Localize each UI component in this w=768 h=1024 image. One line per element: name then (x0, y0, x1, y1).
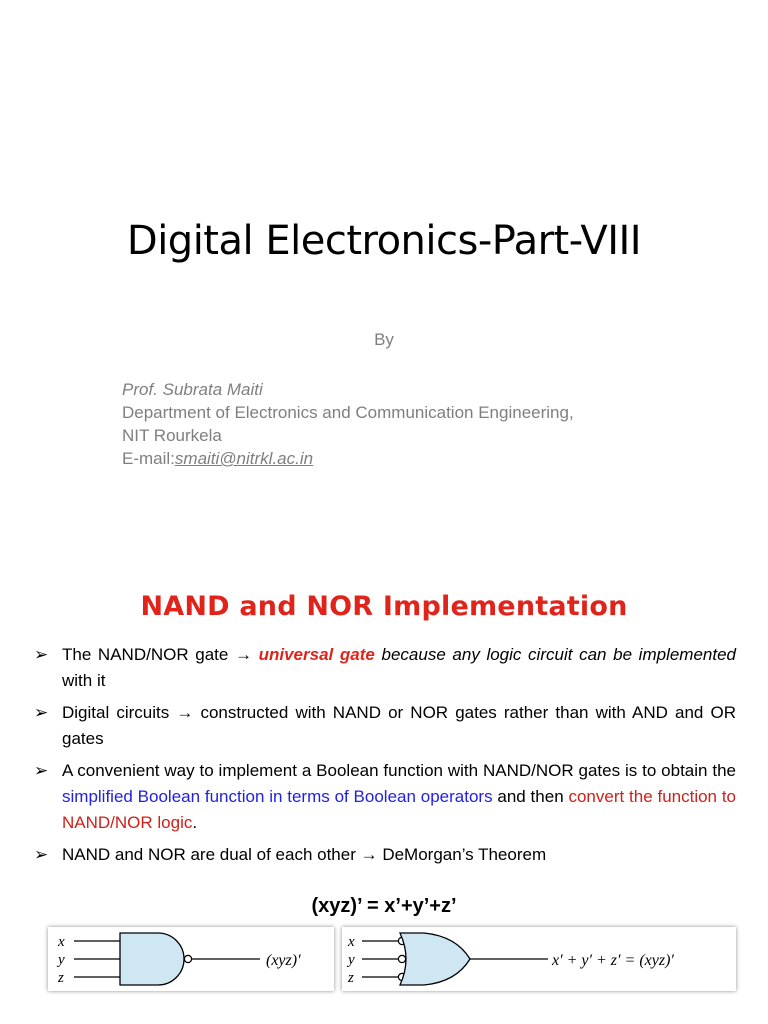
author-name: Prof. Subrata Maiti (122, 380, 263, 399)
bullet-text: with it (62, 671, 106, 690)
bullet-text: Digital circuits → constructed with NAND or NOR gates rather than with AND and OR gates (62, 703, 736, 748)
list-item (34, 700, 736, 752)
content-slide (0, 575, 768, 1024)
bullet-text: The NAND/NOR gate → (62, 645, 259, 664)
bullet-arrow-icon: ➢ (34, 761, 49, 780)
invert-or-gate-diagram (342, 927, 736, 991)
bullet-text: and then (492, 787, 569, 806)
bullet-text: NAND and NOR are dual of each other → DeMorgan’s Theorem (62, 845, 547, 864)
bullet-highlight-blue: simplified Boolean function in terms of Boolean operators (62, 787, 493, 806)
institute: NIT Rourkela (122, 426, 222, 445)
and-gate-body (120, 933, 184, 985)
bullet-text: . (192, 813, 198, 832)
input-label-y: y (58, 952, 65, 968)
demorgan-formula: (xyz)’ = x’+y’+z’ (311, 895, 457, 917)
email-link[interactable]: smaiti@nitrkl.ac.in (174, 449, 314, 468)
bullet-italic: because any logic circuit can be implemented (374, 645, 737, 664)
input-label-z: z (348, 970, 354, 986)
bullet-emphasis: universal gate (258, 645, 375, 664)
slide-title: Digital Electronics-Part-VIII (126, 218, 642, 264)
invert-or-gate-figure (342, 927, 736, 991)
by-label: By (374, 330, 394, 349)
inversion-bubble (184, 955, 191, 962)
author-block (122, 378, 574, 470)
bullet-text: A convenient way to implement a Boolean function with NAND/NOR gates is to obtain the (62, 761, 736, 780)
nand-gate-diagram (48, 927, 334, 991)
input-label-z: z (58, 970, 64, 986)
output-label: x′ + y′ + z′ = (xyz)′ (552, 952, 674, 969)
inversion-bubble-y (398, 955, 405, 962)
output-label: (xyz)′ (266, 952, 301, 969)
list-item (34, 758, 736, 836)
bullet-arrow-icon: ➢ (34, 645, 49, 664)
or-gate-body (400, 933, 470, 985)
list-item (34, 642, 736, 694)
input-label-x: x (348, 934, 355, 950)
slide-heading: NAND and NOR Implementation (140, 591, 628, 622)
bullet-list (34, 642, 736, 874)
bullet-arrow-icon: ➢ (34, 845, 49, 864)
nand-gate-figure (48, 927, 334, 991)
bullet-highlight-red: convert the function to NAND/NOR logic (62, 787, 736, 832)
input-label-x: x (58, 934, 65, 950)
list-item (34, 842, 736, 868)
bullet-arrow-icon: ➢ (34, 703, 49, 722)
input-label-y: y (348, 952, 355, 968)
email-label: E-mail: (122, 449, 175, 468)
email-line (122, 447, 574, 470)
department: Department of Electronics and Communication Engineering, (122, 403, 574, 422)
